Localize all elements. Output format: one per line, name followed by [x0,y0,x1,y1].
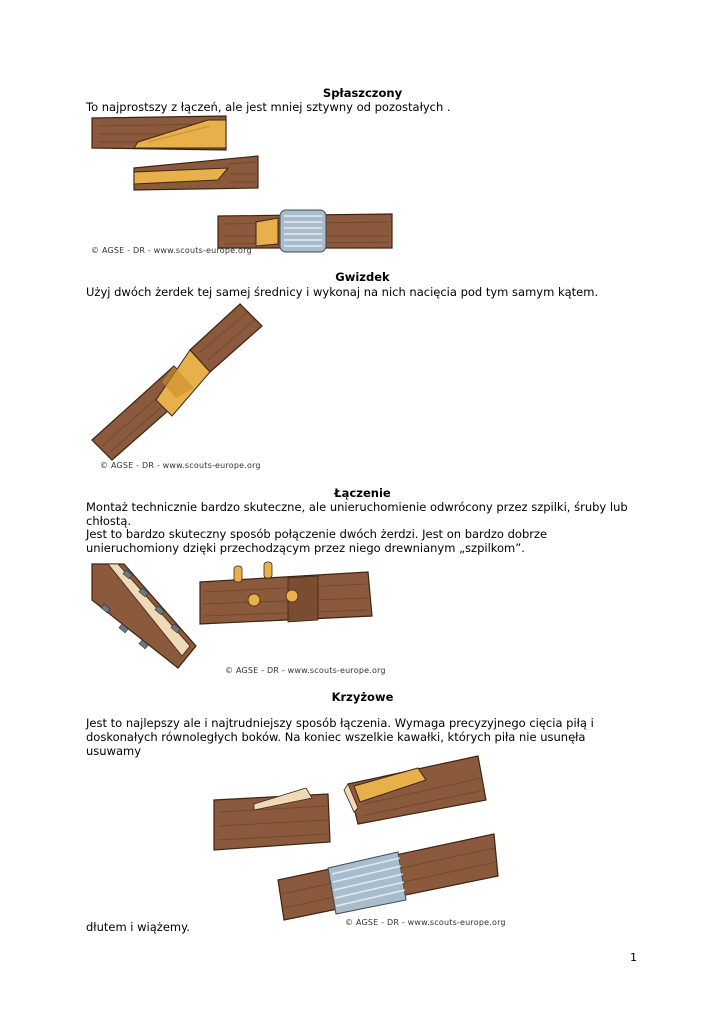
image-caption: © AGSE - DR - www.scouts-europe.org [100,461,261,470]
image-caption: © AGSE - DR - www.scouts-europe.org [345,918,506,927]
image-caption: © AGSE - DR - www.scouts-europe.org [225,666,386,675]
illustration-krzyzowe [208,750,500,930]
log-krzyzowe-joined [278,834,498,920]
illustration-splaszczony [88,112,408,262]
log-pinned-left [92,564,196,668]
log-tenon [214,788,330,850]
section-title-gwizdek: Gwizdek [335,270,390,284]
log-mortise [344,756,486,824]
section-text-laczenie-2: Jest to bardzo skuteczny sposób połączenie dwóch żerdzi. Jest on bardzo dobrze unieruchomiony dzięki przechodzącym przez niego drewnianym „szpilkom”. [86,527,548,555]
page-number: 1 [630,951,637,964]
illustration-laczenie [88,560,408,678]
log-top [92,116,226,150]
section-text-splaszczony: To najprostszy z łączeń, ale jest mniej sztywny od pozostałych . [86,100,451,114]
section-text-krzyzowe-end: dłutem i wiążemy. [86,920,190,934]
section-text-laczenie-1: Montaż technicznie bardzo skuteczne, ale unieruchomienie odwrócony przez szpilki, śruby lub chłostą. [86,500,628,528]
image-caption: © AGSE - DR - www.scouts-europe.org [91,246,252,255]
illustration-gwizdek [90,300,280,460]
section-title-krzyzowe: Krzyżowe [331,690,394,704]
section-text-krzyzowe: Jest to najlepszy ale i najtrudniejszy sposób łączenia. Wymaga precyzyjnego cięcia piłą i doskonałych równoległych boków. Na koniec wszelkie kawałki, których piła nie usunęła usuwamy [86,716,594,758]
log-diagonal [92,304,262,460]
log-pinned-right [200,562,372,624]
section-title-splaszczony: Spłaszczony [322,86,403,100]
section-title-laczenie: Łączenie [334,486,391,500]
section-text-gwizdek: Użyj dwóch żerdek tej samej średnicy i wykonaj na nich nacięcia pod tym samym kątem. [86,285,599,299]
log-middle [134,156,258,190]
